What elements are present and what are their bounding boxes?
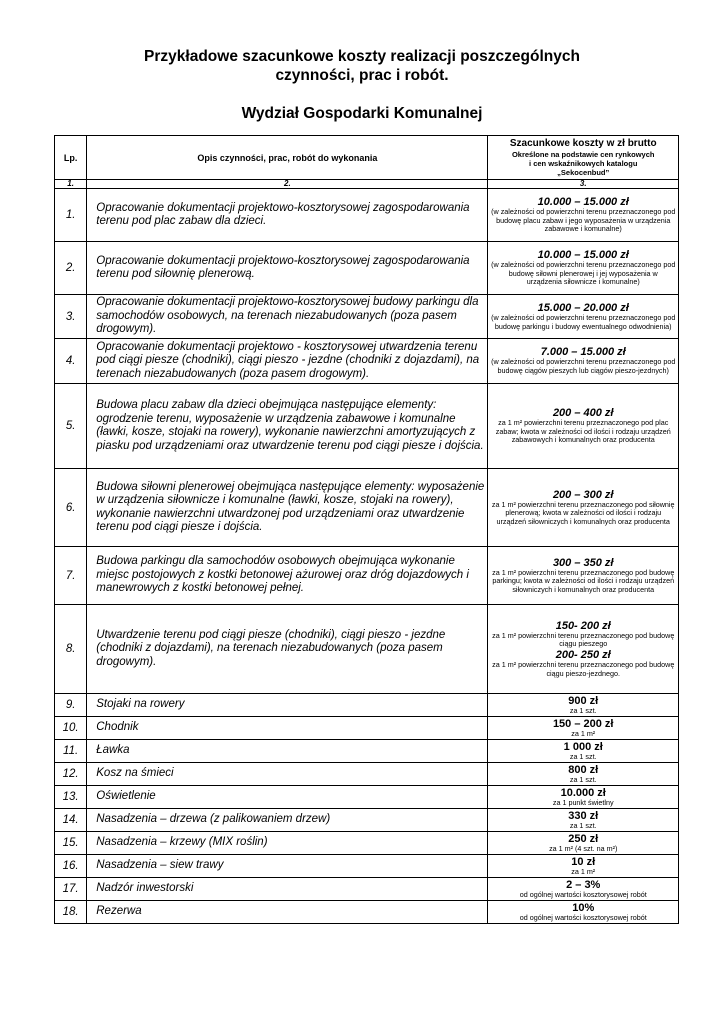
cost-value: 150- 200 zł [555, 619, 611, 632]
header-description: Opis czynności, prac, robót do wykonania [87, 136, 488, 180]
row-number: 5. [55, 384, 87, 469]
row-description: Kosz na śmieci [87, 763, 488, 786]
row-cost-cell [488, 242, 679, 295]
row-description: Ławka [87, 740, 488, 763]
table-row [55, 384, 679, 469]
department-title: Wydział Gospodarki Komunalnej [241, 105, 483, 122]
row-description: Nadzór inwestorski [87, 878, 488, 901]
row-cost-cell [488, 339, 679, 384]
row-number: 10. [55, 717, 87, 740]
column-number: 2. [87, 180, 488, 189]
row-number: 15. [55, 832, 87, 855]
cost-value: 2 – 3% [566, 878, 601, 891]
row-description: Budowa placu zabaw dla dzieci obejmująca następujące elementy: ogrodzenie terenu, wyposażenie w urządzenia zabawowe i komunalne (ławki, kosze, stojaki na rowery), wykonanie nawierzchni amortyzujących z piasku pod urządzeniami oraz utwardzenie terenu pod ciągi piesze i dojścia. [87, 384, 488, 469]
cost-note: za 1 m² (4 szt. na m²) [549, 843, 618, 853]
cost-note: za 1 m² [571, 728, 596, 738]
cost-note: (w zależności od powierzchni terenu przeznaczonego pod budowę ciągów pieszych lub ciągów pieszo-jezdnych) [491, 357, 676, 375]
row-number: 1. [55, 189, 87, 242]
header-cost-main: Szacunkowe koszty w zł brutto [509, 138, 657, 149]
cost-value: 15.000 – 20.000 zł [537, 301, 629, 314]
cost-value: 10% [572, 901, 595, 914]
row-description: Utwardzenie terenu pod ciągi piesze (chodniki), ciągi pieszo - jezdne (chodniki z dojazdami), na terenach niezabudowanych (poza pasem drogowym). [87, 605, 488, 694]
table-row [55, 242, 679, 295]
row-description: Opracowanie dokumentacji projektowo-kosztorysowej budowy parkingu dla samochodów osobowych, na terenach niezabudowanych (poza pasem drogowym). [87, 295, 488, 339]
row-number: 11. [55, 740, 87, 763]
table-row [55, 832, 679, 855]
row-number: 7. [55, 547, 87, 605]
cost-note: za 1 m² powierzchni terenu przeznaczonego pod budowę parkingu; kwota w zależności od ilości i rodzaju urządzeń siłowniczych i komunalnych oraz producenta [492, 567, 675, 594]
row-number: 18. [55, 901, 87, 924]
cost-note: za 1 m² powierzchni terenu przeznaczonego pod budowę ciągu pieszego [492, 630, 675, 649]
row-cost-cell [488, 878, 679, 901]
row-description: Budowa parkingu dla samochodów osobowych obejmująca wykonanie miejsc postojowych z kostki betonowej ażurowej oraz dróg dojazdowych i manewrowych z kostki betonowej pełnej. [87, 547, 488, 605]
cost-value: 330 zł [568, 809, 599, 822]
document-title-line-1: Przykładowe szacunkowe koszty realizacji poszczególnych [144, 48, 580, 65]
row-description: Opracowanie dokumentacji projektowo - kosztorysowej utwardzenia terenu pod ciągi piesze (chodniki), ciągi pieszo - jezdne (chodniki z dojazdami), na terenach niezabudowanych (poza pasem drogowym). [87, 339, 488, 384]
cost-value: 300 – 350 zł [552, 556, 614, 569]
cost-value: 800 zł [568, 763, 599, 776]
header-cost-sub3: „Sekocenbud” [557, 168, 610, 177]
row-cost-cell [488, 605, 679, 694]
table-row [55, 295, 679, 339]
row-number: 8. [55, 605, 87, 694]
row-description: Rezerwa [87, 901, 488, 924]
row-number: 9. [55, 694, 87, 717]
table-row [55, 547, 679, 605]
cost-note: za 1 szt. [569, 751, 597, 761]
table-row [55, 878, 679, 901]
cost-note: za 1 m² powierzchni terenu przeznaczonego pod siłownię plenerową; kwota w zależności od ilości i rodzaju urządzeń siłowniczych i komunalnych oraz producenta [491, 499, 675, 526]
table-row [55, 605, 679, 694]
table-row [55, 189, 679, 242]
row-description: Nasadzenia – krzewy (MIX roślin) [87, 832, 488, 855]
column-number: 1. [55, 180, 87, 189]
cost-note: za 1 m² powierzchni terenu przeznaczonego pod plac zabaw; kwota w zależności od ilości i rodzaju urządzeń zabawowych i komunalnych oraz producenta [495, 418, 671, 445]
row-description: Opracowanie dokumentacji projektowo-kosztorysowej zagospodarowania terenu pod siłownię plenerową. [87, 242, 488, 295]
cost-value: 150 – 200 zł [552, 717, 614, 730]
row-cost-cell [488, 295, 679, 339]
column-number: 3. [488, 180, 679, 189]
cost-note: od ogólnej wartości kosztorysowej robót [519, 912, 647, 922]
header-cost-sub1: Określone na podstawie cen rynkowych [511, 150, 655, 159]
row-description: Oświetlenie [87, 786, 488, 809]
table-row [55, 901, 679, 924]
cost-note: za 1 szt. [569, 820, 597, 830]
cost-value: 200 – 400 zł [552, 407, 614, 420]
column-number-row [55, 180, 679, 189]
header-cost [488, 136, 679, 180]
row-number: 4. [55, 339, 87, 384]
cost-note: (w zależności od powierzchni terenu przeznaczonego pod budowę siłowni plenerowej i jej wyposażenia w urządzenia siłownicze i komunalne) [491, 260, 676, 287]
row-number: 16. [55, 855, 87, 878]
row-description: Opracowanie dokumentacji projektowo-kosztorysowej zagospodarowania terenu pod plac zabaw dla dzieci. [87, 189, 488, 242]
table-row [55, 855, 679, 878]
cost-value: 200- 250 zł [555, 649, 611, 661]
cost-value: 10.000 zł [560, 786, 606, 799]
cost-value: 250 zł [568, 832, 599, 845]
row-cost-cell [488, 547, 679, 605]
row-number: 17. [55, 878, 87, 901]
cost-value: 10.000 – 15.000 zł [537, 196, 629, 209]
row-description: Budowa siłowni plenerowej obejmująca następujące elementy: wyposażenie w urządzenia siłownicze i komunalne (ławki, kosze, stojaki na rowery), wykonanie nawierzchni utwardzonej pod urządzeniami oraz utwardzenie terenu pod ciągi piesze i dojścia. [87, 469, 488, 547]
cost-value: 7.000 – 15.000 zł [540, 346, 626, 359]
row-cost-cell [488, 717, 679, 740]
cost-note: za 1 m² powierzchni terenu przeznaczonego pod budowę ciągu pieszo-jezdnego. [492, 660, 675, 678]
cost-value: 900 zł [568, 694, 599, 707]
row-cost-cell [488, 469, 679, 547]
row-description: Stojaki na rowery [87, 694, 488, 717]
row-number: 12. [55, 763, 87, 786]
cost-note: od ogólnej wartości kosztorysowej robót [519, 889, 647, 899]
table-row [55, 740, 679, 763]
cost-value: 10 zł [571, 855, 596, 868]
row-cost-cell [488, 809, 679, 832]
table-row [55, 339, 679, 384]
row-cost-cell [488, 763, 679, 786]
cost-value: 200 – 300 zł [552, 488, 614, 501]
cost-note: (w zależności od powierzchni terenu przeznaczonego pod budowę placu zabaw i jego wyposażenia w urządzenia zabawowe i komunalne) [491, 207, 676, 234]
table-row [55, 786, 679, 809]
row-cost-cell [488, 694, 679, 717]
table-row [55, 469, 679, 547]
cost-note: za 1 szt. [569, 705, 597, 715]
header-lp: Lp. [55, 136, 87, 180]
cost-note: za 1 punkt świetlny [552, 797, 614, 807]
row-cost-cell [488, 901, 679, 924]
row-number: 14. [55, 809, 87, 832]
row-cost-cell [488, 832, 679, 855]
cost-note: za 1 szt. [569, 774, 597, 784]
cost-value: 1 000 zł [563, 740, 603, 753]
header-row [55, 136, 679, 180]
table-row [55, 694, 679, 717]
row-cost-cell [488, 855, 679, 878]
row-cost-cell [488, 189, 679, 242]
row-cost-cell [488, 384, 679, 469]
row-description: Nasadzenia – drzewa (z palikowaniem drzew) [87, 809, 488, 832]
row-number: 2. [55, 242, 87, 295]
cost-note: (w zależności od powierzchni terenu przeznaczonego pod budowę parkingu i budowy ewentualnego odwodnienia) [491, 312, 676, 331]
row-number: 13. [55, 786, 87, 809]
cost-estimate-table [54, 135, 679, 924]
row-description: Chodnik [87, 717, 488, 740]
row-description: Nasadzenia – siew trawy [87, 855, 488, 878]
header-cost-sub2: i cen wskaźnikowych katalogu [529, 159, 638, 168]
row-cost-cell [488, 740, 679, 763]
table-row [55, 809, 679, 832]
row-number: 6. [55, 469, 87, 547]
cost-note: za 1 m² [571, 866, 596, 876]
document-title-line-2: czynności, prac i robót. [275, 67, 449, 84]
cost-value: 10.000 – 15.000 zł [537, 249, 629, 262]
row-cost-cell [488, 786, 679, 809]
table-row [55, 763, 679, 786]
table-row [55, 717, 679, 740]
row-number: 3. [55, 295, 87, 339]
